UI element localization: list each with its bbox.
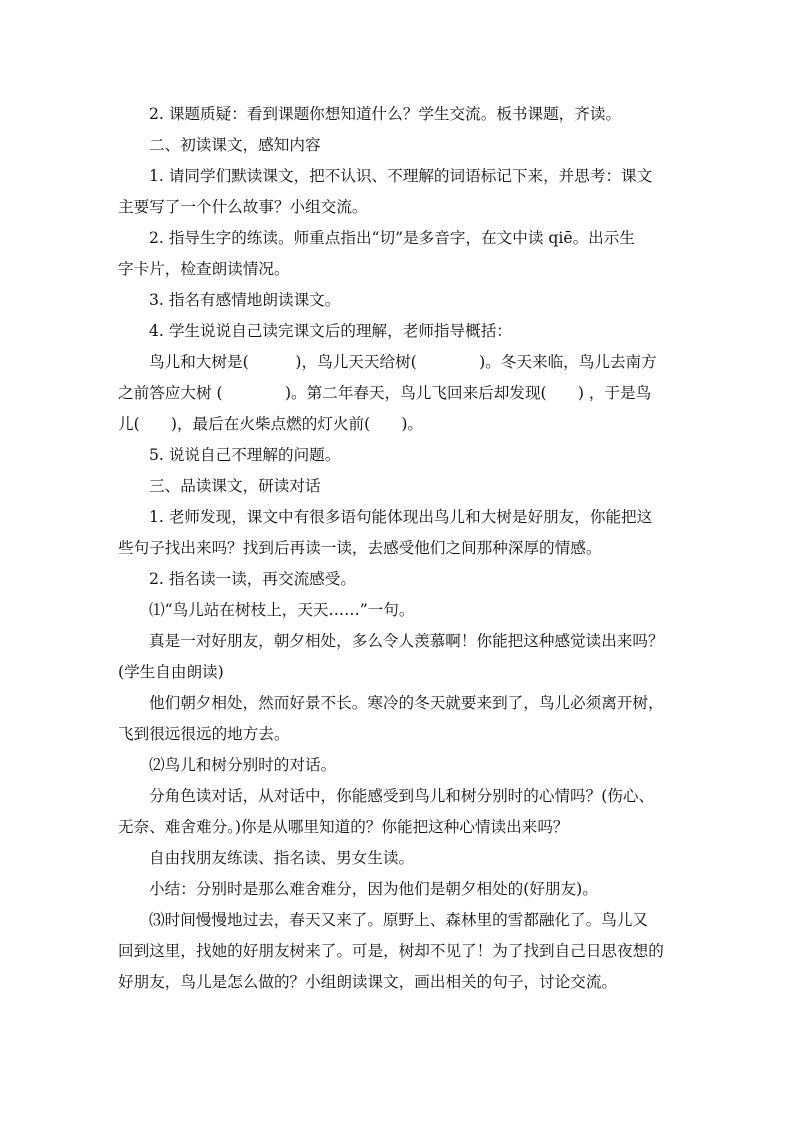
text-line: 无奈、难舍难分。)你是从哪里知道的？你能把这种心情读出来吗？ — [118, 818, 569, 836]
text-line: 主要写了一个什么故事？小组交流。 — [118, 198, 368, 216]
text-line: 分角色读对话，从对话中，你能感受到鸟儿和树分别时的心情吗？(伤心、 — [149, 787, 655, 805]
text-line: 2. 指名读一读，再交流感受。 — [149, 570, 356, 588]
text-line: 5. 说说自己不理解的问题。 — [149, 446, 341, 464]
text-line: 些句子找出来吗？找到后再读一读，去感受他们之间那种深厚的情感。 — [118, 539, 602, 557]
text-line: ⑴“鸟儿站在树枝上，天天……”一句。 — [149, 601, 415, 619]
text-line: 他们朝夕相处，然而好景不长。寒冷的冬天就要来到了，鸟儿必须离开树， — [149, 694, 664, 712]
text-line: 自由找朋友练读、指名读、男女生读。 — [149, 849, 415, 867]
text-line: 之前答应大树 ( )。第二年春天，鸟儿飞回来后却发现( ) ，于是鸟 — [118, 384, 652, 402]
text-line: (学生自由朗读) — [118, 663, 224, 681]
text-line: 回到这里，找她的好朋友树来了。可是，树却不见了！为了找到自己日思夜想的 — [118, 942, 664, 960]
text-line: 3. 指名有感情地朗读课文。 — [149, 291, 341, 309]
text-line: 三、品读课文，研读对话 — [149, 477, 321, 495]
text-line: 好朋友，鸟儿是怎么做的？小组朗读课文，画出相关的句子，讨论交流。 — [118, 973, 618, 991]
text-line: 真是一对好朋友，朝夕相处，多么令人羡慕啊！你能把这种感觉读出来吗？ — [149, 632, 664, 650]
text-line: 飞到很远很远的地方去。 — [118, 725, 290, 743]
text-line: ⑵鸟儿和树分别时的对话。 — [149, 756, 337, 774]
text-line: 字卡片，检查朗读情况。 — [118, 260, 290, 278]
text-line: 儿( )，最后在火柴点燃的灯火前( )。 — [118, 415, 424, 433]
document-body — [118, 99, 678, 998]
text-line: 鸟儿和大树是( )，鸟儿天天给树( )。冬天来临，鸟儿去南方 — [149, 353, 657, 371]
text-line: 2. 指导生字的练读。师重点指出“切”是多音字，在文中读 qiē。出示生 — [149, 229, 635, 247]
text-line: 4. 学生说说自己读完课文后的理解，老师指导概括： — [149, 322, 512, 340]
text-line: 2. 课题质疑：看到课题你想知道什么？学生交流。板书课题，齐读。 — [149, 105, 622, 123]
text-line: 小结：分别时是那么难舍难分，因为他们是朝夕相处的(好朋友)。 — [149, 880, 598, 898]
text-line: 1. 老师发现，课文中有很多语句能体现出鸟儿和大树是好朋友，你能把这 — [149, 508, 653, 526]
text-line: 二、初读课文，感知内容 — [149, 136, 321, 154]
text-line: ⑶时间慢慢地过去，春天又来了。原野上、森林里的雪都融化了。鸟儿又 — [149, 911, 649, 929]
text-line: 1. 请同学们默读课文，把不认识、不理解的词语标记下来，并思考：课文 — [149, 167, 653, 185]
